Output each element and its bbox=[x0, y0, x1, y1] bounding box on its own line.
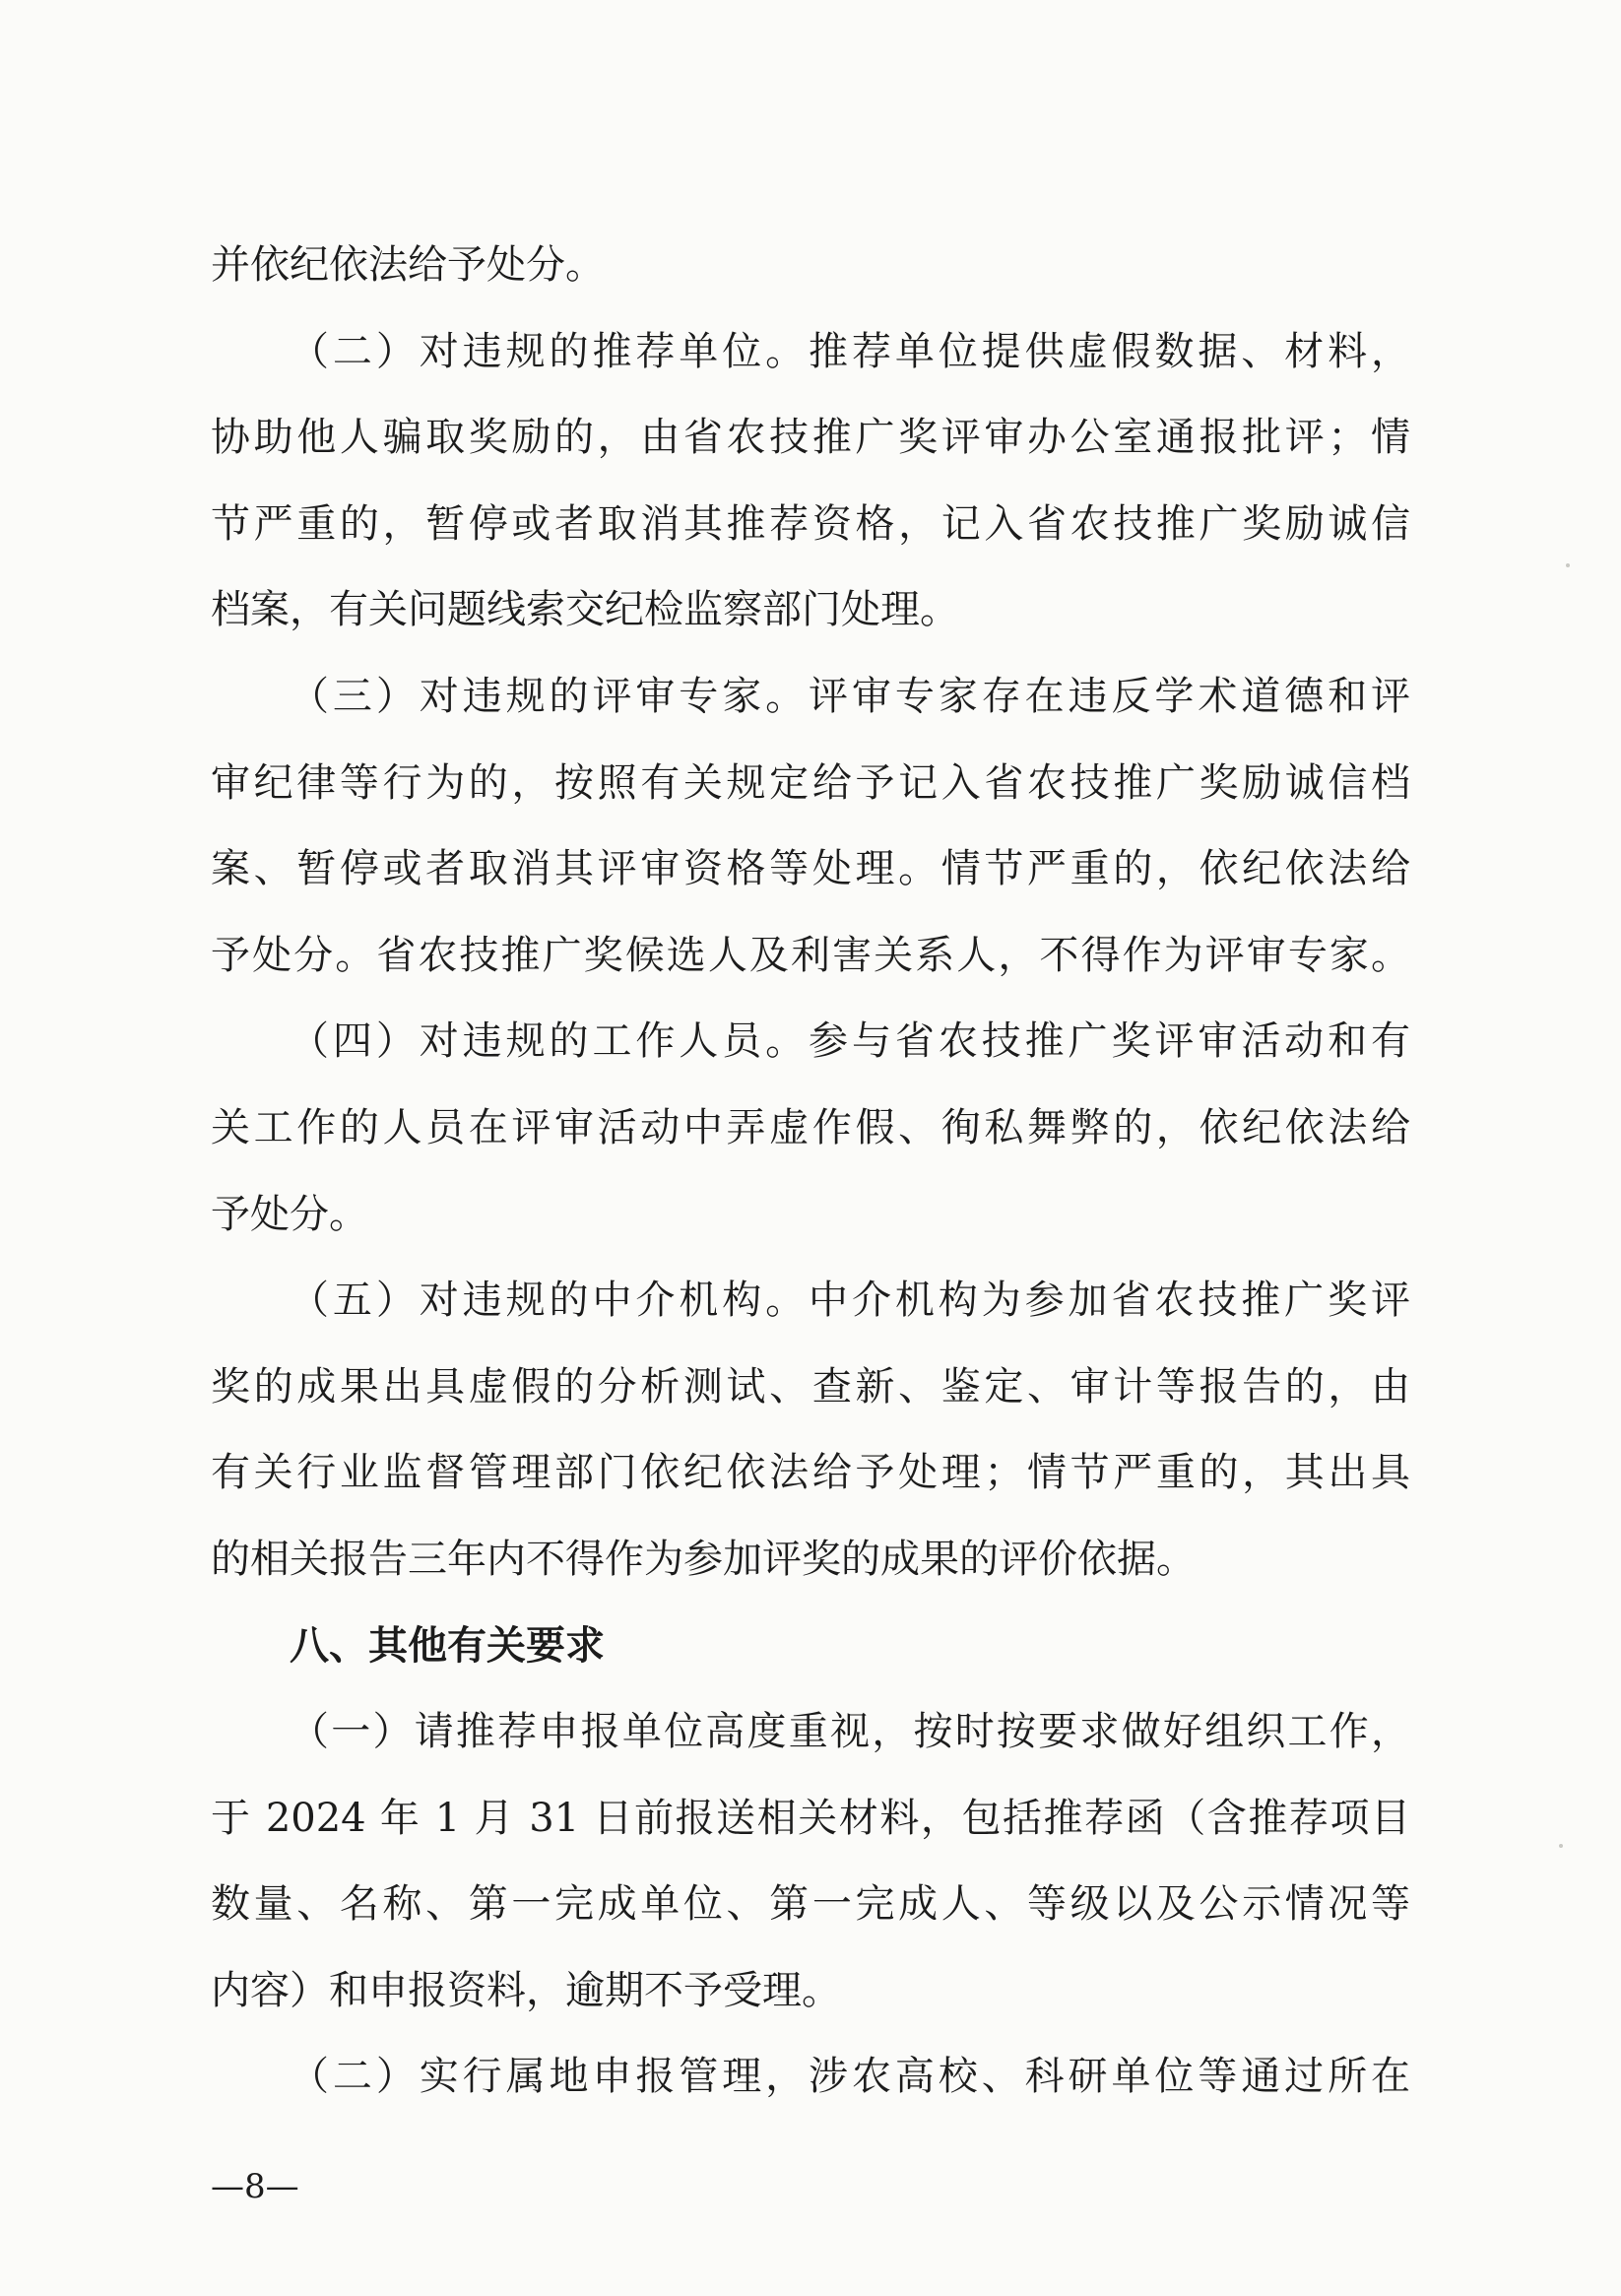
paragraph-line: 并依纪依法给予处分。 bbox=[211, 242, 605, 288]
paragraph-line: 关工作的人员在评审活动中弄虚作假、徇私舞弊的，依纪依法给 bbox=[211, 1104, 1410, 1150]
paragraph-line: 案、暂停或者取消其评审资格等处理。情节严重的，依纪依法给 bbox=[211, 846, 1410, 892]
paragraph-line: 数量、名称、第一完成单位、第一完成人、等级以及公示情况等 bbox=[211, 1881, 1410, 1928]
paragraph-line: （三）对违规的评审专家。评审专家存在违反学术道德和评 bbox=[290, 673, 1410, 719]
paragraph-line: 协助他人骗取奖励的，由省农技推广奖评审办公室通报批评；情 bbox=[211, 415, 1410, 461]
paragraph-line: 档案，有关问题线索交纪检监察部门处理。 bbox=[211, 587, 959, 633]
paragraph-line: 有关行业监督管理部门依纪依法给予处理；情节严重的，其出具 bbox=[211, 1450, 1410, 1496]
paragraph-line: 内容）和申报资料，逾期不予受理。 bbox=[211, 1967, 841, 2013]
paragraph-line: 奖的成果出具虚假的分析测试、查新、鉴定、审计等报告的，由 bbox=[211, 1363, 1410, 1410]
paragraph-line: 审纪律等行为的，按照有关规定给予记入省农技推广奖励诚信档 bbox=[211, 759, 1410, 806]
paragraph-line: 予处分。省农技推广奖候选人及利害关系人，不得作为评审专家。 bbox=[211, 932, 1410, 978]
paragraph-line: （二）实行属地申报管理，涉农高校、科研单位等通过所在 bbox=[290, 2054, 1410, 2100]
page-number: —8— bbox=[211, 2167, 299, 2206]
paragraph-line: 的相关报告三年内不得作为参加评奖的成果的评价依据。 bbox=[211, 1536, 1196, 1582]
paragraph-line: 于 2024 年 1 月 31 日前报送相关材料，包括推荐函（含推荐项目 bbox=[211, 1795, 1410, 1841]
paragraph-line: 予处分。 bbox=[211, 1191, 368, 1237]
paragraph-line: （一）请推荐申报单位高度重视，按时按要求做好组织工作， bbox=[290, 1709, 1410, 1755]
section-heading: 八、其他有关要求 bbox=[290, 1622, 605, 1669]
scan-speck bbox=[1559, 1844, 1563, 1848]
paragraph-line: （五）对违规的中介机构。中介机构为参加省农技推广奖评 bbox=[290, 1278, 1410, 1324]
paragraph-line: 节严重的，暂停或者取消其推荐资格，记入省农技推广奖励诚信 bbox=[211, 500, 1410, 547]
paragraph-line: （二）对违规的推荐单位。推荐单位提供虚假数据、材料， bbox=[290, 328, 1410, 374]
scan-speck bbox=[1566, 563, 1570, 567]
document-body bbox=[211, 223, 1410, 2121]
paragraph-line: （四）对违规的工作人员。参与省农技推广奖评审活动和有 bbox=[290, 1018, 1410, 1065]
